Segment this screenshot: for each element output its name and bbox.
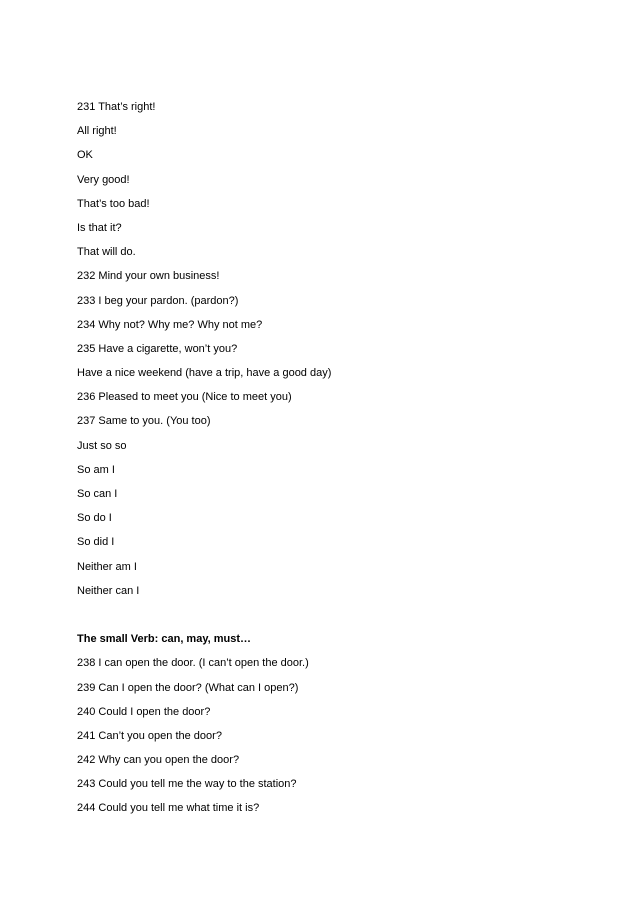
text-line: 236 Pleased to meet you (Nice to meet you) xyxy=(77,391,292,404)
text-line: 239 Can I open the door? (What can I open?) xyxy=(77,681,299,694)
text-line: OK xyxy=(77,149,93,162)
text-line: 235 Have a cigarette, won’t you? xyxy=(77,342,238,355)
text-line: So can I xyxy=(77,488,118,500)
text-line: 231 That’s right! xyxy=(77,101,156,113)
text-line: So did I xyxy=(77,536,115,549)
text-line: 238 I can open the door. (I can’t open the door.) xyxy=(77,657,309,670)
text-line: That’s too bad! xyxy=(77,197,150,210)
text-line: So am I xyxy=(77,463,115,476)
document-body xyxy=(77,100,577,826)
text-line: 232 Mind your own business! xyxy=(77,270,220,283)
text-line: 244 Could you tell me what time it is? xyxy=(77,802,260,815)
text-line: So do I xyxy=(77,512,112,525)
text-line: Neither am I xyxy=(77,560,137,573)
text-line: Have a nice weekend (have a trip, have a good day) xyxy=(77,367,332,380)
text-line: Just so so xyxy=(77,439,127,452)
text-line: 234 Why not? Why me? Why not me? xyxy=(77,318,263,331)
text-line: 242 Why can you open the door? xyxy=(77,754,240,767)
text-line: 240 Could I open the door? xyxy=(77,705,211,718)
text-line: 233 I beg your pardon. (pardon?) xyxy=(77,294,239,307)
blank-line xyxy=(77,608,577,632)
text-line: 241 Can’t you open the door? xyxy=(77,729,222,742)
text-line: 237 Same to you. (You too) xyxy=(77,415,211,428)
section-heading: The small Verb: can, may, must… xyxy=(77,633,252,646)
text-line: 243 Could you tell me the way to the station? xyxy=(77,778,297,791)
text-line: All right! xyxy=(77,125,117,138)
text-line: Is that it? xyxy=(77,221,122,234)
text-line: Neither can I xyxy=(77,584,140,597)
text-line: That will do. xyxy=(77,246,136,259)
text-line: Very good! xyxy=(77,173,130,186)
